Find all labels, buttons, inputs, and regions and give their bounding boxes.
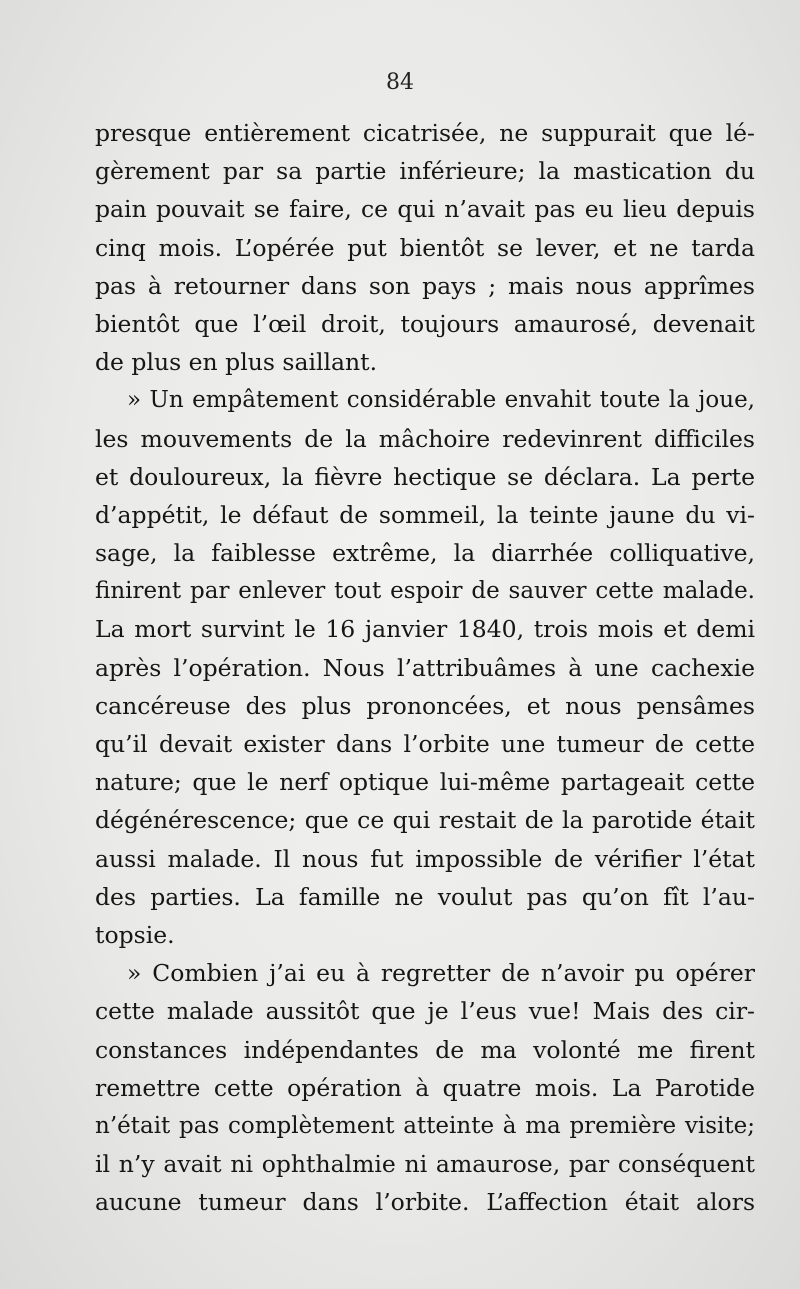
page-number: 84: [386, 70, 414, 95]
text-line: finirent par enlever tout espoir de sauver cette malade.: [95, 578, 755, 605]
text-line: cancéreuse des plus prononcées, et nous pensâmes: [95, 691, 755, 720]
text-line: pain pouvait se faire, ce qui n’avait pas eu lieu depuis: [95, 195, 755, 224]
text-line: topsie.: [95, 920, 175, 949]
text-line: aussi malade. Il nous fut impossible de vérifier l’état: [95, 844, 755, 873]
text-line: de plus en plus saillant.: [95, 348, 378, 377]
text-line: remettre cette opération à quatre mois. La Parotide: [95, 1073, 755, 1102]
text-line: cinq mois. L’opérée put bientôt se lever, et ne tarda: [95, 233, 755, 262]
text-line: pas à retourner dans son pays ; mais nous apprîmes: [95, 271, 755, 300]
text-line: cette malade aussitôt que je l’eus vue! Mais des cir-: [95, 997, 755, 1026]
text-line: gèrement par sa partie inférieure; la mastication du: [95, 157, 755, 186]
text-line: » Combien j’ai eu à regretter de n’avoir pu opérer: [127, 959, 755, 988]
text-line: qu’il devait exister dans l’orbite une tumeur de cette: [95, 730, 755, 758]
text-line: des parties. La famille ne voulut pas qu’on fît l’au-: [95, 882, 755, 911]
text-line: n’était pas complètement atteinte à ma première visite;: [95, 1112, 755, 1139]
text-line: sage, la faiblesse extrême, la diarrhée colliquative,: [95, 539, 755, 568]
text-line: La mort survint le 16 janvier 1840, trois mois et demi: [95, 615, 755, 644]
text-line: » Un empâtement considérable envahit toute la joue,: [127, 387, 755, 414]
text-line: aucune tumeur dans l’orbite. L’affection était alors: [95, 1188, 755, 1217]
text-line: dégénérescence; que ce qui restait de la parotide était: [95, 806, 755, 835]
body-text: [95, 114, 755, 1221]
text-line: les mouvements de la mâchoire redevinrent difficiles: [95, 424, 755, 453]
text-line: nature; que le nerf optique lui-même partageait cette: [95, 768, 755, 797]
text-line: il n’y avait ni ophthalmie ni amaurose, par conséquent: [95, 1150, 755, 1179]
text-line: constances indépendantes de ma volonté me firent: [95, 1035, 755, 1064]
text-line: bientôt que l’œil droit, toujours amaurosé, devenait: [95, 309, 755, 338]
text-line: d’appétit, le défaut de sommeil, la teinte jaune du vi-: [95, 500, 755, 529]
text-line: et douloureux, la fièvre hectique se déclara. La perte: [95, 462, 755, 491]
text-line: presque entièrement cicatrisée, ne suppurait que lé-: [95, 119, 755, 147]
text-line: après l’opération. Nous l’attribuâmes à une cachexie: [95, 653, 755, 682]
